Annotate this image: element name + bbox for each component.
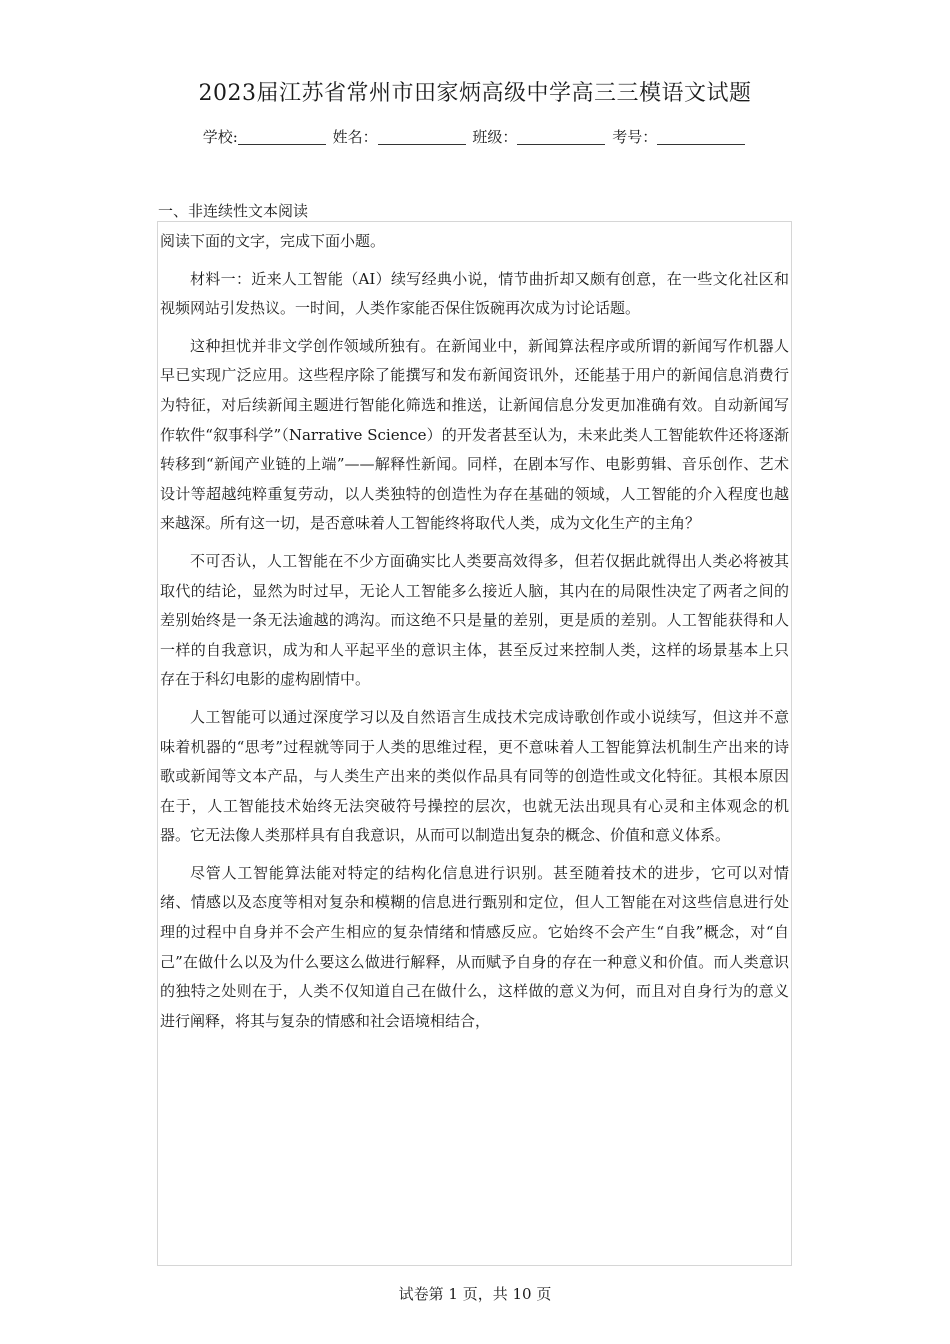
exam-number-blank[interactable] — [657, 129, 745, 145]
school-blank[interactable] — [238, 129, 326, 145]
class-blank[interactable] — [517, 129, 605, 145]
passage-paragraph: 这种担忧并非文学创作领域所独有。在新闻业中，新闻算法程序或所谓的新闻写作机器人早已实现广泛应用。这些程序除了能撰写和发布新闻资讯外，还能基于用户的新闻信息消费行为特征，对后续新闻主题进行智能化筛选和推送，让新闻信息分发更加准确有效。自动新闻写作软件“叙事科学”（Narrative Science）的开发者甚至认为，未来此类人工智能软件还将逐渐转移到“新闻产业链的上端”——解释性新闻。同样，在剧本写作、电影剪辑、音乐创作、艺术设计等超越纯粹重复劳动，以人类独特的创造性为存在基础的领域，人工智能的介入程度也越来越深。所有这一切，是否意味着人工智能终将取代人类，成为文化生产的主角？ — [160, 336, 789, 533]
page-footer: 试卷第 1 页，共 10 页 — [398, 1285, 552, 1303]
reading-passage-box — [157, 221, 792, 1266]
exam-title: 2023届江苏省常州市田家炳高级中学高三三模语文试题 — [198, 81, 752, 106]
name-label: 姓名： — [332, 128, 378, 146]
exam-number-label: 考号： — [612, 128, 658, 146]
name-blank[interactable] — [378, 129, 466, 145]
passage-paragraph: 不可否认，人工智能在不少方面确实比人类要高效得多，但若仅据此就得出人类必将被其取代的结论，显然为时过早，无论人工智能多么接近人脑，其内在的局限性决定了两者之间的差别始终是一条无法逾越的鸿沟。而这绝不只是量的差别，更是质的差别。人工智能获得和人一样的自我意识，成为和人平起平坐的意识主体，甚至反过来控制人类，这样的场景基本上只存在于科幻电影的虚构剧情中。 — [160, 551, 789, 689]
passage-paragraph: 材料一：近来人工智能（AI）续写经典小说，情节曲折却又颇有创意，在一些文化社区和视频网站引发热议。一时间，人类作家能否保住饭碗再次成为讨论话题。 — [160, 269, 789, 318]
passage-paragraph: 尽管人工智能算法能对特定的结构化信息进行识别。甚至随着技术的进步，它可以对情绪、情感以及态度等相对复杂和模糊的信息进行甄别和定位，但人工智能在对这些信息进行处理的过程中自身并不会产生相应的复杂情绪和情感反应。它始终不会产生“自我”概念，对“自己”在做什么以及为什么要这么做进行解释，从而赋予自身的存在一种意义和价值。而人类意识的独特之处则在于，人类不仅知道自己在做什么，这样做的意义为何，而且对自身行为的意义进行阐释，将其与复杂的情感和社会语境相结合， — [160, 863, 789, 1030]
class-label: 班级： — [472, 128, 518, 146]
reading-instruction: 阅读下面的文字，完成下面小题。 — [160, 232, 386, 250]
section-heading: 一、非连续性文本阅读 — [158, 202, 309, 220]
student-info-line — [0, 126, 950, 147]
passage-paragraph: 人工智能可以通过深度学习以及自然语言生成技术完成诗歌创作或小说续写，但这并不意味着机器的“思考”过程就等同于人类的思维过程，更不意味着人工智能算法机制生产出来的诗歌或新闻等文本产品，与人类生产出来的类似作品具有同等的创造性或文化特征。其根本原因在于，人工智能技术始终无法突破符号操控的层次，也就无法出现具有心灵和主体观念的机器。它无法像人类那样具有自我意识，从而可以制造出复杂的概念、价值和意义体系。 — [160, 707, 789, 845]
school-label: 学校: — [202, 128, 238, 146]
